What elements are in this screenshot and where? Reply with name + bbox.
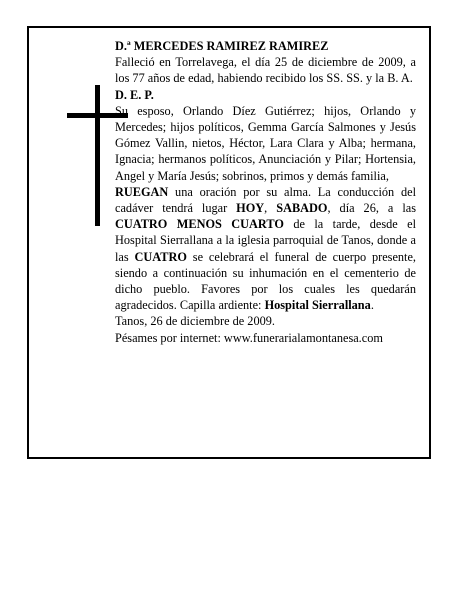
death-details: Falleció en Torrelavega, el día 25 de diciembre de 2009, a los 77 años de edad, habiendo recibido los SS. SS. y la B. A. xyxy=(115,55,416,86)
rest-in-peace: D. E. P. xyxy=(115,87,154,102)
date-line: Tanos, 26 de diciembre de 2009. xyxy=(115,314,275,329)
condolences-web: Pésames por internet: www.funerarialamontanesa.com xyxy=(115,330,383,345)
cross-icon xyxy=(95,85,100,226)
hoy-word: HOY xyxy=(236,201,265,216)
request-text-2: , xyxy=(264,201,277,216)
funeral-request xyxy=(115,184,416,314)
request-text-3: , día 26, a las xyxy=(327,201,416,216)
funeral-time: CUATRO MENOS CUARTO xyxy=(115,217,284,232)
cuatro-word: CUATRO xyxy=(134,249,187,264)
request-text-5: se celebrará el funeral de cuerpo presente, siendo a continuación su inhumación en el cementerio de dicho pueblo. Favores por los cuales les quedarán agradecidos. Capilla ardiente: xyxy=(115,249,417,313)
ruegan-word: RUEGAN xyxy=(115,184,169,199)
family-list: Su esposo, Orlando Díez Gutiérrez; hijos, Orlando y Mercedes; hijos políticos, Gemma García Salmones y Jesús Gómez Vallin, nietos, Héctor, Lara Clara y Alba; hermana, Ignacia; hermanos políticos, Anunciación y Pilar; Hortensia, Angel y María Jesús; sobrinos, primos y demás familia, xyxy=(115,103,416,183)
hospital-name: Hospital Sierrallana xyxy=(264,298,371,313)
obituary-text xyxy=(115,38,416,346)
deceased-name: D.ª MERCEDES RAMIREZ RAMIREZ xyxy=(115,39,329,53)
request-text-6: . xyxy=(370,298,374,313)
sabado-word: SABADO xyxy=(276,201,328,216)
request-text-4: de la tarde, desde el Hospital Sierrallana a la iglesia parroquial de Tanos, donde a las xyxy=(115,217,416,264)
request-text-1: una oración por su alma. La conducción del cadáver tendrá lugar xyxy=(115,184,416,216)
